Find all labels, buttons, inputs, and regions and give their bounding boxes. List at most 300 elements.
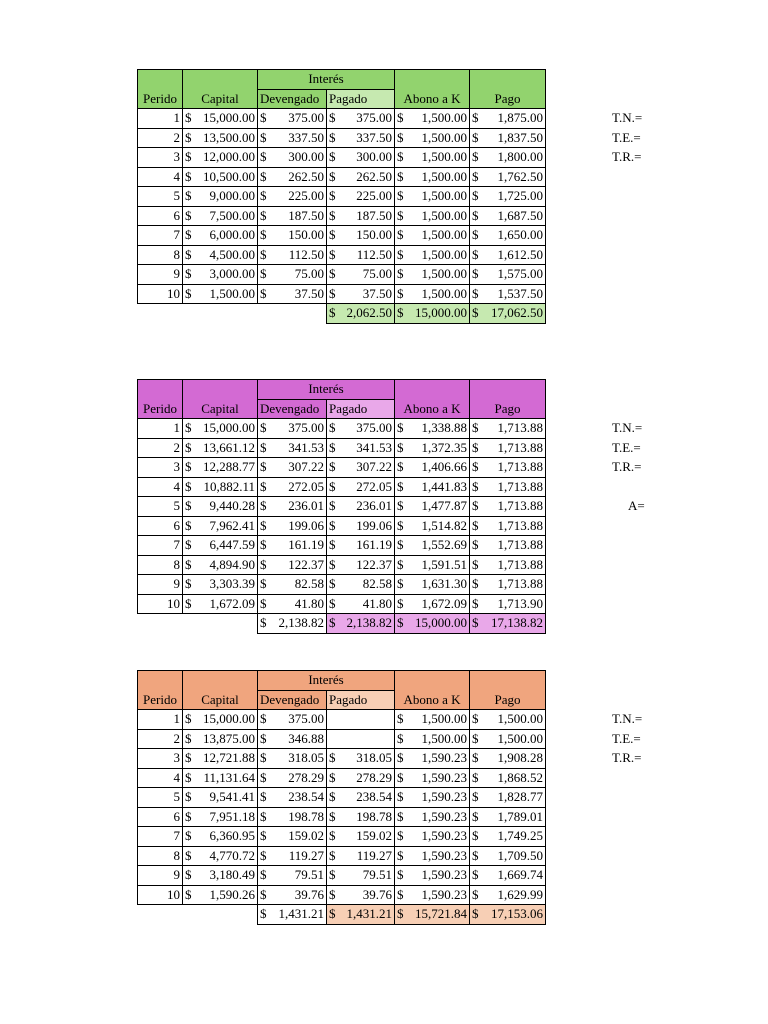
currency-symbol: $ bbox=[397, 556, 404, 572]
pago-cell[interactable] bbox=[470, 749, 546, 769]
amount: 122.37 bbox=[288, 556, 324, 572]
periodo-cell[interactable]: 5 bbox=[138, 788, 183, 808]
capital-cell[interactable] bbox=[183, 768, 258, 788]
periodo-cell[interactable]: 1 bbox=[138, 419, 183, 439]
currency-symbol: $ bbox=[185, 711, 192, 727]
pagado-total[interactable] bbox=[327, 614, 395, 634]
pago-cell[interactable] bbox=[470, 128, 546, 148]
interes-header[interactable]: Interés bbox=[258, 380, 395, 400]
money-value bbox=[472, 207, 543, 225]
capital-cell[interactable] bbox=[183, 710, 258, 730]
pagado-cell[interactable] bbox=[327, 497, 395, 517]
pagado-cell[interactable] bbox=[327, 226, 395, 246]
pagado-cell[interactable] bbox=[327, 749, 395, 769]
blank-cell bbox=[183, 304, 258, 324]
capital-cell[interactable] bbox=[183, 497, 258, 517]
devengado-cell[interactable] bbox=[258, 827, 327, 847]
money-value bbox=[260, 536, 324, 554]
amount: 15,000.00 bbox=[415, 615, 467, 631]
amount: 346.88 bbox=[288, 730, 324, 746]
pago-header[interactable]: Pago bbox=[470, 380, 546, 419]
pagado-cell[interactable] bbox=[327, 148, 395, 168]
capital-cell[interactable] bbox=[183, 729, 258, 749]
capital-cell[interactable] bbox=[183, 265, 258, 285]
money-value bbox=[472, 866, 543, 884]
pagado-cell[interactable] bbox=[327, 807, 395, 827]
currency-symbol: $ bbox=[185, 227, 192, 243]
pagado-cell[interactable] bbox=[327, 555, 395, 575]
periodo-cell[interactable]: 4 bbox=[138, 167, 183, 187]
devengado-cell[interactable] bbox=[258, 866, 327, 886]
abono-cell[interactable] bbox=[395, 749, 470, 769]
capital-cell[interactable] bbox=[183, 788, 258, 808]
money-value bbox=[260, 788, 324, 806]
amount: 119.27 bbox=[288, 847, 324, 863]
pago-total[interactable] bbox=[470, 614, 546, 634]
devengado-header[interactable]: Devengado bbox=[258, 399, 327, 419]
periodo-cell[interactable]: 4 bbox=[138, 768, 183, 788]
money-value bbox=[260, 226, 324, 244]
periodo-cell[interactable]: 2 bbox=[138, 128, 183, 148]
pago-cell[interactable] bbox=[470, 807, 546, 827]
abono-cell[interactable] bbox=[395, 536, 470, 556]
pago-cell[interactable] bbox=[470, 788, 546, 808]
pagado-cell[interactable] bbox=[327, 594, 395, 614]
abono-total[interactable] bbox=[395, 304, 470, 324]
periodo-cell[interactable]: 2 bbox=[138, 438, 183, 458]
periodo-cell[interactable]: 3 bbox=[138, 458, 183, 478]
pagado-total[interactable] bbox=[327, 304, 395, 324]
periodo-cell[interactable]: 5 bbox=[138, 497, 183, 517]
currency-symbol: $ bbox=[329, 808, 336, 824]
money-value bbox=[472, 497, 543, 515]
abono-cell[interactable] bbox=[395, 866, 470, 886]
money-value bbox=[397, 730, 467, 748]
abono-cell[interactable] bbox=[395, 167, 470, 187]
pagado-cell[interactable] bbox=[327, 885, 395, 905]
table-row bbox=[138, 245, 546, 265]
pago-cell[interactable] bbox=[470, 206, 546, 226]
blank-cell bbox=[183, 905, 258, 925]
capital-cell[interactable] bbox=[183, 749, 258, 769]
periodo-cell[interactable]: 8 bbox=[138, 555, 183, 575]
money-value bbox=[260, 730, 324, 748]
pagado-cell[interactable] bbox=[327, 477, 395, 497]
currency-symbol: $ bbox=[185, 478, 192, 494]
pagado-cell[interactable] bbox=[327, 245, 395, 265]
interes-header[interactable]: Interés bbox=[258, 671, 395, 691]
currency-symbol: $ bbox=[397, 711, 404, 727]
periodo-cell[interactable]: 1 bbox=[138, 109, 183, 129]
pagado-cell[interactable] bbox=[327, 167, 395, 187]
money-value bbox=[472, 187, 543, 205]
pago-cell[interactable] bbox=[470, 458, 546, 478]
pago-total[interactable] bbox=[470, 304, 546, 324]
pagado-cell[interactable] bbox=[327, 458, 395, 478]
devengado-total[interactable] bbox=[258, 905, 327, 925]
amount: 1,687.50 bbox=[497, 207, 543, 223]
currency-symbol: $ bbox=[260, 246, 267, 262]
currency-symbol: $ bbox=[329, 420, 336, 436]
amount: 1,591.51 bbox=[421, 556, 467, 572]
periodo-cell[interactable]: 6 bbox=[138, 206, 183, 226]
amount: 1,631.30 bbox=[421, 576, 467, 592]
periodo-cell[interactable]: 7 bbox=[138, 226, 183, 246]
currency-symbol: $ bbox=[329, 459, 336, 475]
amount: 1,650.00 bbox=[497, 227, 543, 243]
capital-cell[interactable] bbox=[183, 148, 258, 168]
money-value bbox=[260, 285, 324, 303]
pagado-cell[interactable] bbox=[327, 788, 395, 808]
money-value bbox=[397, 304, 467, 322]
pagado-total[interactable] bbox=[327, 905, 395, 925]
table-row bbox=[138, 846, 546, 866]
blank-cell bbox=[138, 304, 183, 324]
currency-symbol: $ bbox=[185, 730, 192, 746]
abono-total[interactable] bbox=[395, 905, 470, 925]
pago-cell[interactable] bbox=[470, 109, 546, 129]
currency-symbol: $ bbox=[185, 459, 192, 475]
amount: 1,372.35 bbox=[421, 439, 467, 455]
capital-cell[interactable] bbox=[183, 866, 258, 886]
devengado-cell[interactable] bbox=[258, 729, 327, 749]
devengado-cell[interactable] bbox=[258, 148, 327, 168]
capital-header[interactable]: Capital bbox=[183, 70, 258, 109]
capital-header[interactable]: Capital bbox=[183, 671, 258, 710]
devengado-cell[interactable] bbox=[258, 167, 327, 187]
amount: 1,500.00 bbox=[421, 285, 467, 301]
abono-cell[interactable] bbox=[395, 827, 470, 847]
capital-cell[interactable] bbox=[183, 167, 258, 187]
devengado-cell[interactable] bbox=[258, 497, 327, 517]
money-value bbox=[260, 808, 324, 826]
money-value bbox=[329, 148, 392, 166]
amount: 375.00 bbox=[356, 110, 392, 126]
money-value bbox=[329, 207, 392, 225]
devengado-cell[interactable] bbox=[258, 187, 327, 207]
periodo-cell[interactable]: 5 bbox=[138, 187, 183, 207]
periodo-cell[interactable]: 1 bbox=[138, 710, 183, 730]
abono-header[interactable]: Abono a K bbox=[395, 70, 470, 109]
money-value bbox=[185, 575, 255, 593]
devengado-cell[interactable] bbox=[258, 245, 327, 265]
currency-symbol: $ bbox=[185, 439, 192, 455]
pago-cell[interactable] bbox=[470, 226, 546, 246]
periodo-cell[interactable]: 9 bbox=[138, 866, 183, 886]
pagado-cell[interactable] bbox=[327, 128, 395, 148]
pago-cell[interactable] bbox=[470, 148, 546, 168]
rate-label: T.E.= bbox=[612, 730, 641, 746]
devengado-cell[interactable] bbox=[258, 458, 327, 478]
pagado-cell[interactable] bbox=[327, 575, 395, 595]
capital-cell[interactable] bbox=[183, 516, 258, 536]
pago-header[interactable]: Pago bbox=[470, 70, 546, 109]
interes-header[interactable]: Interés bbox=[258, 70, 395, 90]
money-value bbox=[260, 497, 324, 515]
abono-cell[interactable] bbox=[395, 458, 470, 478]
periodo-cell[interactable]: 9 bbox=[138, 575, 183, 595]
devengado-cell[interactable] bbox=[258, 885, 327, 905]
currency-symbol: $ bbox=[260, 769, 267, 785]
abono-cell[interactable] bbox=[395, 477, 470, 497]
capital-cell[interactable] bbox=[183, 187, 258, 207]
abono-cell[interactable] bbox=[395, 148, 470, 168]
abono-cell[interactable] bbox=[395, 594, 470, 614]
pagado-cell[interactable] bbox=[327, 438, 395, 458]
periodo-cell[interactable]: 8 bbox=[138, 245, 183, 265]
capital-cell[interactable] bbox=[183, 226, 258, 246]
devengado-total[interactable] bbox=[258, 614, 327, 634]
pago-cell[interactable] bbox=[470, 245, 546, 265]
pagado-cell-empty[interactable] bbox=[327, 710, 395, 730]
amount: 1,500.00 bbox=[421, 711, 467, 727]
pagado-cell[interactable] bbox=[327, 536, 395, 556]
capital-cell[interactable] bbox=[183, 419, 258, 439]
pagado-cell[interactable] bbox=[327, 846, 395, 866]
abono-cell[interactable] bbox=[395, 788, 470, 808]
abono-cell[interactable] bbox=[395, 885, 470, 905]
abono-cell[interactable] bbox=[395, 245, 470, 265]
capital-cell[interactable] bbox=[183, 536, 258, 556]
abono-cell[interactable] bbox=[395, 187, 470, 207]
abono-cell[interactable] bbox=[395, 516, 470, 536]
money-value bbox=[397, 710, 467, 728]
capital-cell[interactable] bbox=[183, 128, 258, 148]
abono-cell[interactable] bbox=[395, 497, 470, 517]
periodo-cell[interactable]: 9 bbox=[138, 265, 183, 285]
devengado-header[interactable]: Devengado bbox=[258, 89, 327, 109]
money-value bbox=[472, 730, 543, 748]
pagado-cell[interactable] bbox=[327, 284, 395, 304]
periodo-cell[interactable]: 4 bbox=[138, 477, 183, 497]
pagado-cell[interactable] bbox=[327, 866, 395, 886]
periodo-cell[interactable]: 7 bbox=[138, 827, 183, 847]
currency-symbol: $ bbox=[329, 498, 336, 514]
amount: 318.05 bbox=[356, 750, 392, 766]
abono-cell[interactable] bbox=[395, 284, 470, 304]
currency-symbol: $ bbox=[329, 556, 336, 572]
amount: 1,789.01 bbox=[497, 808, 543, 824]
periodo-cell[interactable]: 6 bbox=[138, 516, 183, 536]
pago-cell[interactable] bbox=[470, 827, 546, 847]
devengado-cell[interactable] bbox=[258, 555, 327, 575]
pagado-cell[interactable] bbox=[327, 187, 395, 207]
abono-cell[interactable] bbox=[395, 109, 470, 129]
abono-cell[interactable] bbox=[395, 575, 470, 595]
devengado-cell[interactable] bbox=[258, 594, 327, 614]
pago-cell[interactable] bbox=[470, 575, 546, 595]
currency-symbol: $ bbox=[260, 730, 267, 746]
devengado-cell[interactable] bbox=[258, 846, 327, 866]
pagado-cell[interactable] bbox=[327, 768, 395, 788]
abono-total[interactable] bbox=[395, 614, 470, 634]
amortization-table-3 bbox=[137, 670, 546, 925]
pagado-cell[interactable] bbox=[327, 206, 395, 226]
pago-cell[interactable] bbox=[470, 555, 546, 575]
pago-cell[interactable] bbox=[470, 438, 546, 458]
abono-cell[interactable] bbox=[395, 807, 470, 827]
pago-cell[interactable] bbox=[470, 866, 546, 886]
periodo-header[interactable]: Perido bbox=[138, 671, 183, 710]
periodo-cell[interactable]: 2 bbox=[138, 729, 183, 749]
abono-header[interactable]: Abono a K bbox=[395, 380, 470, 419]
pago-cell[interactable] bbox=[470, 516, 546, 536]
devengado-cell[interactable] bbox=[258, 284, 327, 304]
pago-header[interactable]: Pago bbox=[470, 671, 546, 710]
abono-cell[interactable] bbox=[395, 555, 470, 575]
pago-cell[interactable] bbox=[470, 265, 546, 285]
pagado-cell[interactable] bbox=[327, 419, 395, 439]
amount: 1,500.00 bbox=[421, 168, 467, 184]
currency-symbol: $ bbox=[185, 129, 192, 145]
devengado-cell[interactable] bbox=[258, 419, 327, 439]
devengado-cell[interactable] bbox=[258, 536, 327, 556]
devengado-cell[interactable] bbox=[258, 206, 327, 226]
capital-cell[interactable] bbox=[183, 458, 258, 478]
pagado-cell-empty[interactable] bbox=[327, 729, 395, 749]
currency-symbol: $ bbox=[472, 110, 479, 126]
amount: 1,725.00 bbox=[497, 188, 543, 204]
amount: 238.54 bbox=[356, 789, 392, 805]
abono-cell[interactable] bbox=[395, 846, 470, 866]
devengado-cell[interactable] bbox=[258, 575, 327, 595]
money-value bbox=[329, 129, 392, 147]
amount: 238.54 bbox=[288, 789, 324, 805]
pagado-cell[interactable] bbox=[327, 827, 395, 847]
abono-cell[interactable] bbox=[395, 768, 470, 788]
money-value bbox=[472, 148, 543, 166]
abono-cell[interactable] bbox=[395, 438, 470, 458]
money-value bbox=[397, 285, 467, 303]
periodo-cell[interactable]: 8 bbox=[138, 846, 183, 866]
devengado-cell[interactable] bbox=[258, 710, 327, 730]
currency-symbol: $ bbox=[329, 769, 336, 785]
pagado-header[interactable]: Pagado bbox=[327, 690, 395, 710]
pago-total[interactable] bbox=[470, 905, 546, 925]
amount: 1,590.23 bbox=[421, 750, 467, 766]
currency-symbol: $ bbox=[260, 750, 267, 766]
devengado-cell[interactable] bbox=[258, 768, 327, 788]
pago-cell[interactable] bbox=[470, 594, 546, 614]
devengado-cell[interactable] bbox=[258, 788, 327, 808]
capital-header[interactable]: Capital bbox=[183, 380, 258, 419]
periodo-header[interactable]: Perido bbox=[138, 70, 183, 109]
pagado-header[interactable]: Pagado bbox=[327, 89, 395, 109]
currency-symbol: $ bbox=[260, 439, 267, 455]
pago-cell[interactable] bbox=[470, 885, 546, 905]
pago-cell[interactable] bbox=[470, 167, 546, 187]
pagado-cell[interactable] bbox=[327, 265, 395, 285]
pago-cell[interactable] bbox=[470, 710, 546, 730]
pago-cell[interactable] bbox=[470, 768, 546, 788]
money-value bbox=[472, 168, 543, 186]
periodo-cell[interactable]: 10 bbox=[138, 594, 183, 614]
money-value bbox=[329, 285, 392, 303]
periodo-cell[interactable]: 10 bbox=[138, 284, 183, 304]
capital-cell[interactable] bbox=[183, 846, 258, 866]
periodo-cell[interactable]: 10 bbox=[138, 885, 183, 905]
capital-cell[interactable] bbox=[183, 477, 258, 497]
pago-cell[interactable] bbox=[470, 536, 546, 556]
abono-cell[interactable] bbox=[395, 710, 470, 730]
abono-cell[interactable] bbox=[395, 206, 470, 226]
capital-cell[interactable] bbox=[183, 575, 258, 595]
pagado-cell[interactable] bbox=[327, 109, 395, 129]
periodo-cell[interactable]: 3 bbox=[138, 749, 183, 769]
capital-cell[interactable] bbox=[183, 245, 258, 265]
devengado-cell[interactable] bbox=[258, 477, 327, 497]
abono-header[interactable]: Abono a K bbox=[395, 671, 470, 710]
capital-cell[interactable] bbox=[183, 206, 258, 226]
money-value bbox=[397, 556, 467, 574]
money-value bbox=[329, 886, 392, 904]
pago-cell[interactable] bbox=[470, 729, 546, 749]
currency-symbol: $ bbox=[260, 595, 267, 611]
devengado-cell[interactable] bbox=[258, 807, 327, 827]
amount: 375.00 bbox=[288, 711, 324, 727]
devengado-cell[interactable] bbox=[258, 749, 327, 769]
money-value bbox=[260, 556, 324, 574]
pago-cell[interactable] bbox=[470, 497, 546, 517]
amount: 375.00 bbox=[288, 110, 324, 126]
devengado-cell[interactable] bbox=[258, 109, 327, 129]
capital-cell[interactable] bbox=[183, 555, 258, 575]
devengado-cell[interactable] bbox=[258, 265, 327, 285]
abono-cell[interactable] bbox=[395, 419, 470, 439]
currency-symbol: $ bbox=[329, 615, 336, 631]
pagado-header[interactable]: Pagado bbox=[327, 399, 395, 419]
money-value bbox=[329, 168, 392, 186]
abono-cell[interactable] bbox=[395, 226, 470, 246]
amortization-table-1 bbox=[137, 69, 546, 324]
money-value bbox=[397, 439, 467, 457]
amount: 1,713.88 bbox=[497, 517, 543, 533]
pagado-cell[interactable] bbox=[327, 516, 395, 536]
pago-cell[interactable] bbox=[470, 419, 546, 439]
pago-cell[interactable] bbox=[470, 846, 546, 866]
capital-cell[interactable] bbox=[183, 438, 258, 458]
devengado-cell[interactable] bbox=[258, 226, 327, 246]
capital-cell[interactable] bbox=[183, 885, 258, 905]
devengado-cell[interactable] bbox=[258, 128, 327, 148]
periodo-header[interactable]: Perido bbox=[138, 380, 183, 419]
pago-cell[interactable] bbox=[470, 477, 546, 497]
capital-cell[interactable] bbox=[183, 807, 258, 827]
capital-cell[interactable] bbox=[183, 284, 258, 304]
devengado-cell[interactable] bbox=[258, 516, 327, 536]
periodo-cell[interactable]: 6 bbox=[138, 807, 183, 827]
money-value bbox=[397, 129, 467, 147]
capital-cell[interactable] bbox=[183, 827, 258, 847]
devengado-cell[interactable] bbox=[258, 438, 327, 458]
capital-cell[interactable] bbox=[183, 594, 258, 614]
abono-cell[interactable] bbox=[395, 128, 470, 148]
abono-cell[interactable] bbox=[395, 265, 470, 285]
periodo-cell[interactable]: 7 bbox=[138, 536, 183, 556]
money-value bbox=[472, 265, 543, 283]
currency-symbol: $ bbox=[397, 906, 404, 922]
periodo-cell[interactable]: 3 bbox=[138, 148, 183, 168]
currency-symbol: $ bbox=[472, 867, 479, 883]
currency-symbol: $ bbox=[329, 750, 336, 766]
capital-cell[interactable] bbox=[183, 109, 258, 129]
amount: 1,500.00 bbox=[421, 149, 467, 165]
pago-cell[interactable] bbox=[470, 284, 546, 304]
pago-cell[interactable] bbox=[470, 187, 546, 207]
abono-cell[interactable] bbox=[395, 729, 470, 749]
currency-symbol: $ bbox=[472, 615, 479, 631]
devengado-header[interactable]: Devengado bbox=[258, 690, 327, 710]
